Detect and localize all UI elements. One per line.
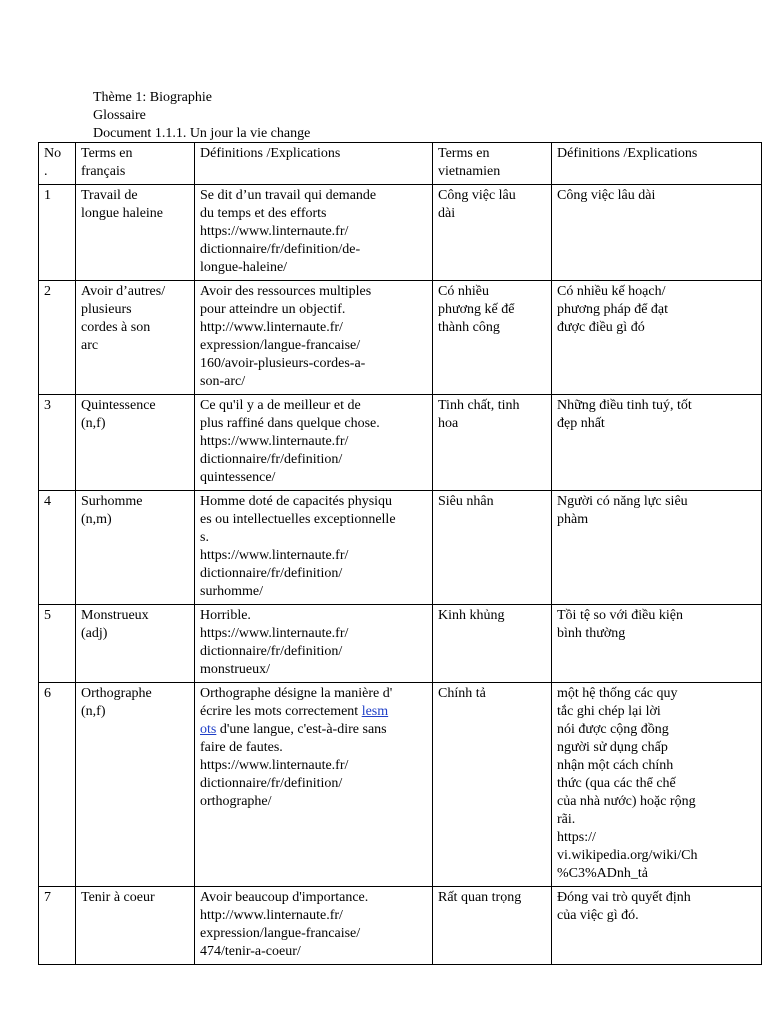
definition-fr: Avoir des ressources multiples pour atteindre un objectif. http://www.linternaute.fr/ expression/langue-francaise/ 160/avoir-plusieurs-cordes-a- son-arc/ <box>195 281 433 395</box>
definition-vi: một hệ thống các quy tắc ghi chép lại lời nói được cộng đồng người sử dụng chấp nhận một cách chính thức (qua các thể chế của nhà nước) hoặc rộng rãi. https:// vi.wikipedia.org/wiki/Ch %C3%ADnh_tả <box>552 683 762 887</box>
definition-fr: Horrible. https://www.linternaute.fr/ dictionnaire/fr/definition/ monstrueux/ <box>195 605 433 683</box>
table-row <box>39 605 762 683</box>
lesmots-link[interactable]: lesm ots <box>200 704 389 737</box>
term-vi: Có nhiều phương kế để thành công <box>433 281 552 395</box>
term-vi: Rất quan trọng <box>433 887 552 965</box>
header-def-vi: Définitions /Explications <box>552 143 762 185</box>
table-header-row <box>39 143 762 185</box>
header-term-vi: Terms en vietnamien <box>433 143 552 185</box>
table-row <box>39 491 762 605</box>
theme-title: Thème 1: Biographie <box>93 90 212 105</box>
term-fr: Tenir à coeur <box>76 887 195 965</box>
definition-fr-text: Orthographe désigne la manière d' écrire les mots correctement <box>200 686 393 719</box>
header-def-fr: Définitions /Explications <box>195 143 433 185</box>
definition-fr <box>195 683 433 887</box>
header-term-fr: Terms en français <box>76 143 195 185</box>
definition-fr-text: d'une langue, c'est-à-dire sans faire de fautes. https://www.linternaute.fr/ dictionnaire/fr/definition/ orthographe/ <box>200 722 387 809</box>
header-no: No . <box>39 143 76 185</box>
term-vi: Chính tả <box>433 683 552 887</box>
term-fr: Monstrueux (adj) <box>76 605 195 683</box>
document-heading <box>93 89 310 143</box>
row-number: 7 <box>39 887 76 965</box>
definition-fr: Ce qu'il y a de meilleur et de plus raffiné dans quelque chose. https://www.linternaute.fr/ dictionnaire/fr/definition/ quintessence/ <box>195 395 433 491</box>
definition-fr: Avoir beaucoup d'importance. http://www.linternaute.fr/ expression/langue-francaise/ 474/tenir-a-coeur/ <box>195 887 433 965</box>
glossary-table <box>38 142 762 965</box>
term-fr: Avoir d’autres/ plusieurs cordes à son arc <box>76 281 195 395</box>
table-row <box>39 887 762 965</box>
table-row <box>39 683 762 887</box>
row-number: 3 <box>39 395 76 491</box>
glossary-label: Glossaire <box>93 108 146 123</box>
term-fr: Surhomme (n,m) <box>76 491 195 605</box>
term-vi: Công việc lâu dài <box>433 185 552 281</box>
definition-vi: Tồi tệ so với điều kiện bình thường <box>552 605 762 683</box>
table-row <box>39 395 762 491</box>
table-row <box>39 281 762 395</box>
definition-vi: Người có năng lực siêu phàm <box>552 491 762 605</box>
definition-vi: Đóng vai trò quyết định của việc gì đó. <box>552 887 762 965</box>
definition-vi: Công việc lâu dài <box>552 185 762 281</box>
definition-vi: Có nhiều kế hoạch/ phương pháp để đạt được điều gì đó <box>552 281 762 395</box>
row-number: 5 <box>39 605 76 683</box>
term-fr: Orthographe (n,f) <box>76 683 195 887</box>
row-number: 2 <box>39 281 76 395</box>
term-vi: Tinh chất, tinh hoa <box>433 395 552 491</box>
row-number: 4 <box>39 491 76 605</box>
row-number: 6 <box>39 683 76 887</box>
term-vi: Kinh khủng <box>433 605 552 683</box>
definition-fr: Homme doté de capacités physiqu es ou intellectuelles exceptionnelle s. https://www.linternaute.fr/ dictionnaire/fr/definition/ surhomme/ <box>195 491 433 605</box>
definition-fr: Se dit d’un travail qui demande du temps et des efforts https://www.linternaute.fr/ dictionnaire/fr/definition/de- longue-haleine/ <box>195 185 433 281</box>
table-row <box>39 185 762 281</box>
row-number: 1 <box>39 185 76 281</box>
term-fr: Quintessence (n,f) <box>76 395 195 491</box>
definition-vi: Những điều tinh tuý, tốt đẹp nhất <box>552 395 762 491</box>
term-vi: Siêu nhân <box>433 491 552 605</box>
term-fr: Travail de longue haleine <box>76 185 195 281</box>
document-title: Document 1.1.1. Un jour la vie change <box>93 126 311 141</box>
